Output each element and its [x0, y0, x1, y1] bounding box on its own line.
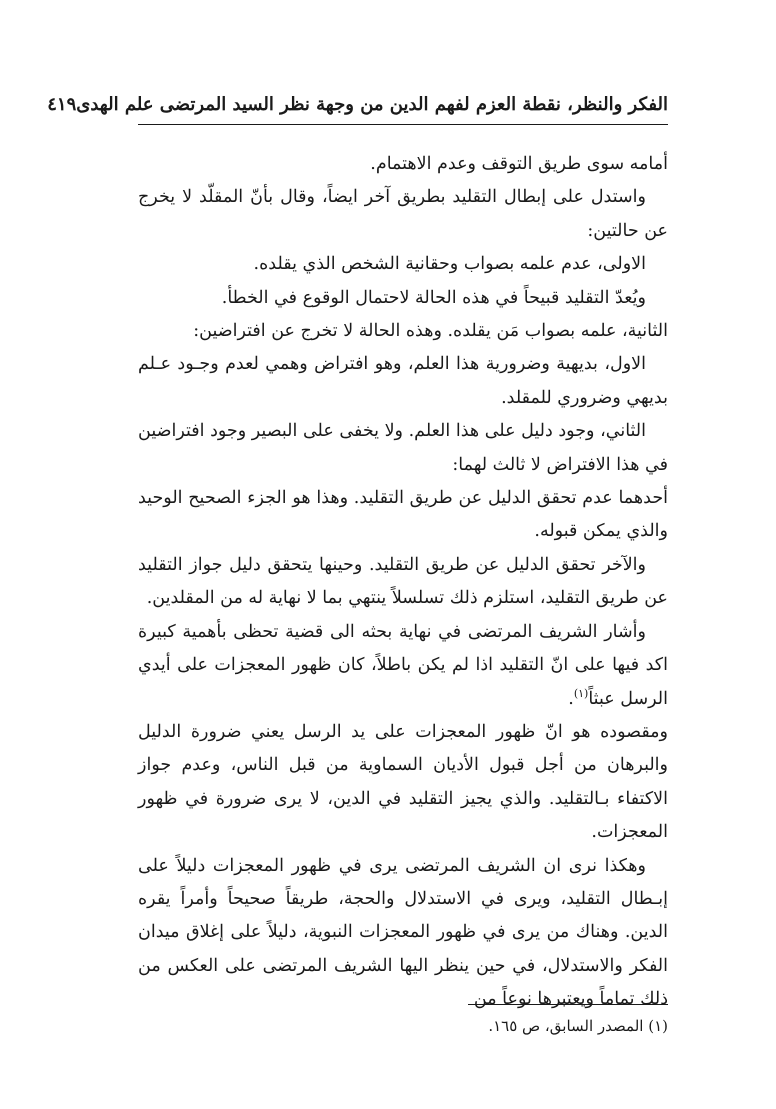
paragraph-11: ومقصوده هو انّ ظهور المعجزات على يد الرسل يعني ضرورة الدليل والبرهان من أجل قبول الأديان السماوية من قبل الناس، وعدم جواز الاكتفاء بـالتقليد. والذي يجيز التقليد في الدين، لا يرى ضرورة في ظهور المعجزات. — [138, 721, 668, 843]
paragraph-5: الثانية، علمه بصواب مَن يقلده. وهذه الحالة لا تخرج عن افتراضين: — [193, 321, 668, 342]
paragraph-9: والآخر تحقق الدليل عن طريق التقليد. وحينها يتحقق دليل جواز التقليد عن طريق التقليد، استلزم ذلك تسلسلاً ينتهي بما لا نهاية له من المقلدين. — [138, 554, 668, 609]
footnote-reference[interactable]: (١) — [573, 686, 589, 700]
paragraph-10-tail: . — [568, 688, 574, 709]
paragraph-2: واستدل على إبطال التقليد بطريق آخر ايضاً، وقال بأنّ المقلّد لا يخرج عن حالتين: — [138, 187, 668, 241]
page-number: ٤١٩ — [47, 93, 77, 115]
paragraph-10 — [138, 616, 668, 716]
body-text — [138, 148, 668, 1017]
paragraph-1: أمامه سوى طريق التوقف وعدم الاهتمام. — [370, 154, 668, 174]
header-title: الفكر والنظر، نقطة العزم لفهم الدين من وجهة نظر السيد المرتضى علم الهدى — [76, 93, 668, 115]
paragraph-6: الاول، بديهية وضرورية هذا العلم، وهو افتراض وهمي لعدم وجـود عـلم بديهي وضروري للمقلد. — [138, 354, 668, 408]
paragraph-12: وهكذا نرى ان الشريف المرتضى يرى في ظهور المعجزات دليلاً على إبـطال التقليد، ويرى في الاستدلال والحجة، طريقاً صحيحاً وأمراً يقره الدين. وهناك من يرى في ظهور المعجزات النبوية، دليلاً على إغلاق ميدان الفكر والاستدلال، في حين ينظر اليها الشريف المرتضى على العكس من ذلك تماماً ويعتبرها نوعاً من — [138, 855, 668, 1010]
paragraph-4: ويُعدّ التقليد قبيحاً في هذه الحالة لاحتمال الوقوع في الخطأ. — [221, 287, 646, 308]
paragraph-8: أحدهما عدم تحقق الدليل عن طريق التقليد. وهذا هو الجزء الصحيح الوحيد والذي يمكن قبوله. — [138, 488, 668, 542]
paragraph-3: الاولى، عدم علمه بصواب وحقانية الشخص الذي يقلده. — [253, 254, 646, 275]
header-divider — [138, 124, 668, 125]
running-header — [47, 88, 668, 120]
footnote-divider — [468, 1004, 668, 1005]
paragraph-10-text: وأشار الشريف المرتضى في نهاية بحثه الى قضية تحظى بأهمية كبيرة اكد فيها على انّ التقليد اذا لم يكن باطلاً، كان ظهور المعجزات على أيدي الرسل عبثاً — [138, 621, 668, 709]
paragraph-7: الثاني، وجود دليل على هذا العلم. ولا يخفى على البصير وجود افتراضين في هذا الافتراض لا ثالث لهما: — [138, 421, 668, 475]
footnote: (١) المصدر السابق، ص ١٦٥. — [488, 1017, 668, 1035]
